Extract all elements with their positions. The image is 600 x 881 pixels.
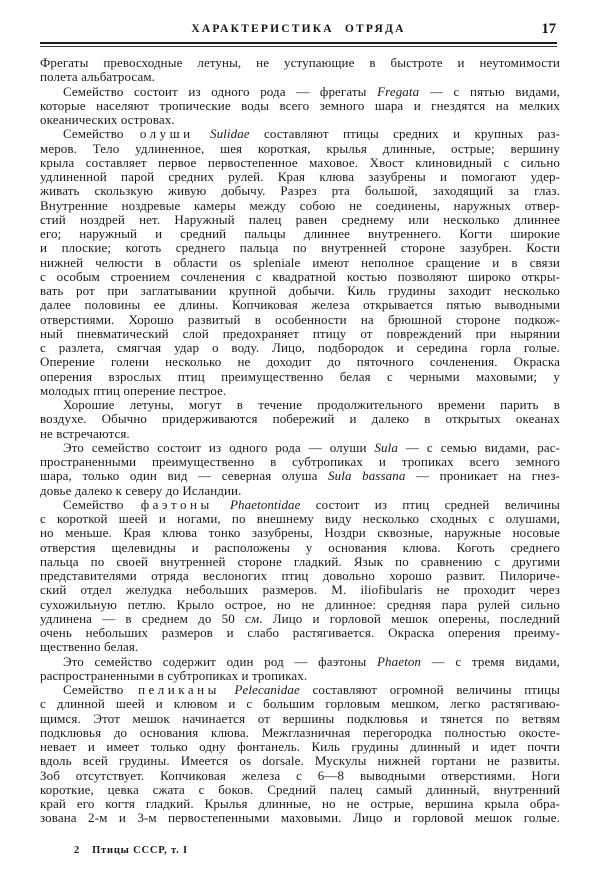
text-line: меров. Тело удлиненное, шея короткая, крылья длинные, острые; вершину	[40, 140, 560, 156]
text-line: с разлета, смягчая удар о воду. Лицо, подбородок и середина горла голые.	[40, 340, 560, 355]
paragraph	[40, 85, 560, 128]
text-line: Семейство фаэтоны Phaetontidae состоит из птиц средней величины	[63, 496, 560, 512]
text-line: крыла составляет первое первостепенное маховое. Хвост клиновидный с сильно	[40, 154, 560, 170]
text-line: Семейство состоит из одного рода — фрегаты Fregata — с пятью видами,	[63, 83, 560, 99]
text-line: удлиненной парой средних рулей. Края клюва зазубрены и помогают удер-	[40, 169, 560, 184]
text-line: Внутренние ноздревые камеры между собою не соединены, наружных отвер-	[40, 197, 560, 213]
text-line: с особым строением сочленения с квадратной костью позволяют широко откры-	[40, 268, 560, 284]
page-number: 17	[541, 21, 556, 37]
text-line: щимся. Этот мешок начинается от вершины подклювья и тянется по ветвям	[40, 710, 560, 726]
text-line: живать скользкую живую добычу. Разрез рта большой, заходящий за глаз.	[40, 183, 560, 199]
text-line: вдоль всей грудины. Имеется os dorsale. Мускулы нижней гортани не развиты.	[40, 753, 560, 769]
text-line: воздухе. Обычно придерживаются побережий и далеко в открытых океанах	[40, 411, 560, 427]
text-line: Семейство пеликаны Pelecanidae составляют огромной величины птицы	[63, 682, 560, 697]
text-line: стий ноздрей нет. Наружный палец равен среднему или несколько длиннее	[40, 211, 560, 227]
page-header	[40, 21, 557, 39]
text-line: оперения взрослых птиц преимущественно белая с черными маховыми; у	[40, 368, 560, 384]
text-line: не встречаются.	[40, 425, 130, 441]
text-line: Фрегаты превосходные летуны, не уступающие в быстроте и неутомимости	[40, 55, 560, 70]
paragraph	[40, 398, 560, 441]
paragraph	[40, 56, 560, 85]
signature-footer	[74, 845, 188, 856]
text-line: короткие, цевка сжата с боков. Средний палец самый длинный, внутренний	[40, 781, 560, 797]
paragraph	[40, 498, 560, 655]
text-line: щественно белая.	[40, 639, 139, 655]
text-line: и плоские; коготь среднего пальца по внутренней стороне зазубрен. Кости	[40, 240, 560, 256]
text-line: молодых птиц оперение пестрое.	[40, 382, 227, 398]
text-line: нижней челюсти в области os spleniale имеют неполное сращение и в связи	[40, 254, 560, 270]
text-line: Это семейство состоит из одного рода — олуши Sula — с семью видами, рас-	[63, 439, 560, 455]
text-line: ский отдел желудка небольших размеров. M. iliofibularis не проходит через	[40, 582, 560, 598]
text-block	[40, 56, 560, 826]
running-title: ХАРАКТЕРИСТИКА ОТРЯДА	[191, 23, 406, 35]
text-line: которые населяют тропические воды всего земного шара и гнездятся на мелких	[40, 97, 560, 113]
text-line: пальца по своей внутренней стороне гладкий. Язык по сравнению с другими	[40, 553, 560, 569]
text-line: представителями отряда веслоногих птиц довольно хорошо развит. Пилориче-	[40, 568, 560, 583]
text-line: подклювья до основания клюва. Межглазничная перегородка полностью окосте-	[40, 724, 560, 740]
paragraph	[40, 127, 560, 398]
text-line: его; наружный и средний пальцы длиннее внутреннего. Когти широкие	[40, 226, 560, 241]
text-line: Хорошие летуны, могут в течение продолжительного времени парить в	[63, 397, 560, 412]
text-line: пространенными преимущественно в субтропиках и тропиках всего земного	[40, 454, 560, 469]
paragraph	[40, 683, 560, 826]
text-line: ный пневматический слой предохраняет птицу от повреждений при нырянии	[40, 325, 560, 341]
text-line: океанических островах.	[40, 112, 175, 127]
text-line: отверстиями. Хорошо развитый в особенности на брюшной стороне подкож-	[40, 311, 560, 327]
text-line: Это семейство содержит один род — фаэтоны Phaeton — с тремя видами,	[63, 653, 560, 669]
text-line: шара, только один вид — северная олуша Sula bassana — проникает на гнез-	[40, 468, 560, 484]
signature-number: 2	[74, 845, 81, 856]
text-line: но меньше. Края клюва тонко зазубрены, Ноздри сквозные, наружные носовые	[40, 525, 560, 541]
text-line: сухожильную петлю. Крыло острое, но не длинное: средняя пара рулей сильно	[40, 596, 560, 612]
text-line: вать рот при заглатывании крупной добычи. Киль грудины заходит несколько	[40, 283, 560, 298]
header-rule	[40, 42, 557, 47]
text-line: Зоб отсутствует. Копчиковая железа с 6—8 выводными отверстиями. Ноги	[40, 767, 560, 783]
text-line: очень небольших размеров и слабо растягивается. Окраска оперения преиму-	[40, 625, 560, 640]
text-line: с длинной шеей и клювом и с большим горловым мешком, легко растягиваю-	[40, 696, 560, 712]
text-line: зована 2-м и 3-м первостепенными маховыми. Лицо и горловой мешок голые.	[40, 810, 560, 826]
text-line: далее половины ее длины. Копчиковая железа открывается пятью выводными	[40, 297, 560, 313]
text-line: полета альбатросам.	[40, 69, 155, 85]
text-line: с короткой шеей и ногами, по внешнему виду несколько сходных с олушами,	[40, 511, 560, 526]
text-line: Оперение голени несколько не доходит до пяточного сочленения. Окраска	[40, 354, 560, 370]
text-line: Семейство олуши Sulidae составляют птицы средних и крупных раз-	[63, 126, 560, 142]
text-line: край его когтя гладкий. Крылья длинные, но не острые, вершина крыла обра-	[40, 796, 560, 811]
text-line: невает и имеет только одну фонтанель. Киль грудины длинный и идет почти	[40, 739, 560, 754]
paragraph	[40, 655, 560, 684]
book-title: Птицы СССР, т. I	[92, 845, 188, 856]
text-line: удлинена — в среднем до 50 см. Лицо и горловой мешок оперены, последний	[40, 610, 560, 626]
paragraph	[40, 441, 560, 498]
text-line: распространенными в субтропиках и тропиках.	[40, 667, 308, 683]
text-line: довье далеко к северу до Исландии.	[40, 482, 242, 498]
text-line: отверстия щелевидны и расположены у основания клюва. Коготь среднего	[40, 539, 560, 555]
